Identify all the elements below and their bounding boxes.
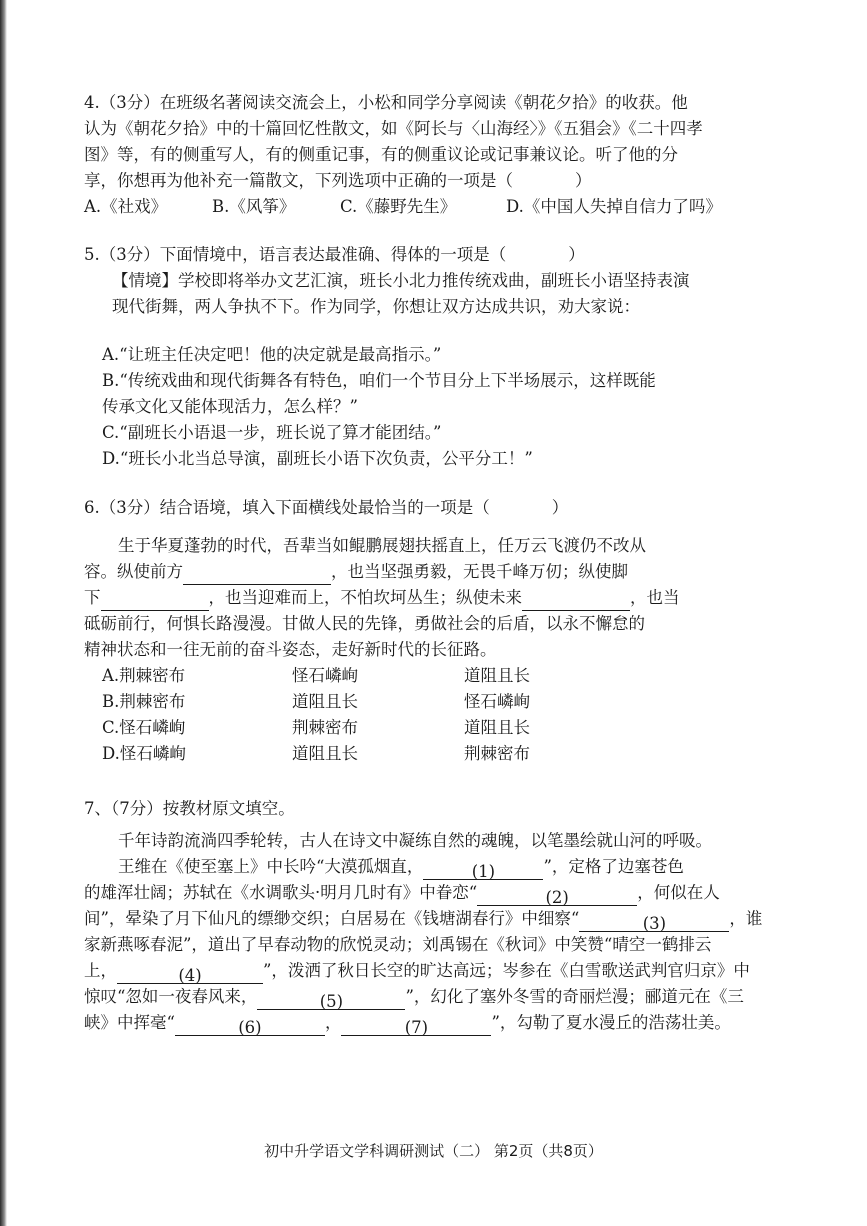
cell: C.怪石嶙峋 [102,718,186,737]
option-d: D.“班长小北当总导演，副班长小语下次负责，公平分工！” [102,449,533,468]
q7-line: 家新燕啄春泥”，道出了早春动物的欣悦灵动；刘禹锡在《秋词》中笑赞“晴空一鹤排云 [84,935,712,954]
text: ”，定格了边塞苍色 [543,857,684,876]
text: ”，勾勒了夏水漫丘的浩荡壮美。 [491,1013,731,1032]
text: ”，幻化了塞外冬雪的奇丽烂漫；郦道元在《三 [405,987,744,1006]
q4-line: 4.（3分）在班级名著阅读交流会上，小松和同学分享阅读《朝花夕拾》的收获。他 [84,93,688,112]
q7-line [84,984,784,1010]
option-b: B.“传统戏曲和现代街舞各有特色，咱们一个节目分上下半场展示，这样既能 [102,371,656,390]
q7-title: 7、（7分）按教材原文填空。 [84,799,295,818]
option-c: C.《藤野先生》 [340,197,457,216]
q5-context-line: 【情境】学校即将举办文艺汇演，班长小北力推传统戏曲，副班长小语坚持表演 [112,271,690,290]
text: 上， [84,961,117,980]
q6-prompt: 6.（3分）结合语境，填入下面横线处最恰当的一项是（ [84,498,490,517]
text: 下 [84,588,101,607]
q7-intro: 千年诗韵流淌四季轮转，古人在诗文中凝练自然的魂魄，以笔墨绘就山河的呼吸。 [118,831,712,850]
q4-prompt: 享，你想再为他补充一篇散文，下列选项中正确的一项是（ [84,171,513,190]
paren-close: ） [568,245,585,264]
text: ，谁 [729,909,763,928]
q7-line [84,854,784,880]
q4-line: 图》等，有的侧重写人，有的侧重记事，有的侧重议论或记事兼议论。听了他的分 [84,145,678,164]
cell: 道阻且长 [464,666,530,685]
question-4 [84,90,784,220]
q6-passage-line: 精神状态和一往无前的奋斗姿态，走好新时代的长征路。 [84,640,497,659]
cell: 荆棘密布 [292,718,358,737]
option-c: C.“副班长小语退一步，班长说了算才能团结。” [102,423,442,442]
q6-passage-line [84,559,784,585]
blank-1: (1) [423,859,543,880]
blank-line [522,590,630,611]
text: ，何似在人 [637,883,720,902]
q6-passage-line: 砥砺前行，何惧长路漫漫。甘做人民的先锋，勇做社会的后盾，以永不懈怠的 [84,614,645,633]
option-a: A.《社戏》 [84,197,168,216]
text: 王维在《使至塞上》中长吟“大漠孤烟直， [118,857,424,876]
page-footer: 初中升学语文学科调研测试（二） 第2页（共8页） [264,1142,603,1160]
cell: 道阻且长 [292,692,358,711]
q5-prompt: 5.（3分）下面情境中，语言表达最准确、得体的一项是（ [84,245,507,264]
text: ，也当 [630,588,680,607]
cell: 怪石嶙峋 [464,692,530,711]
text: ，也当坚强勇毅，无畏千峰万仞；纵使脚 [331,562,628,581]
blank-line [183,564,331,585]
text: 间”，晕染了月下仙凡的缥缈交织；白居易在《钱塘湖春行》中细察“ [84,909,580,928]
blank-line [101,590,209,611]
q6-passage-line [84,585,784,611]
option-a: A.“让班主任决定吧！他的决定就是最高指示。” [102,345,442,364]
q6-title [84,495,784,521]
cell: B.荆棘密布 [102,692,186,711]
q6-option-a [84,663,784,689]
q4-line [84,168,784,194]
text: ，也当迎难而上，不怕坎坷丛生；纵使未来 [208,588,522,607]
question-7 [84,796,784,1036]
q4-options [84,194,784,220]
question-6 [84,495,784,767]
scan-edge-shadow [0,0,7,1226]
blank-7: (7) [341,1015,491,1036]
cell: 荆棘密布 [464,744,530,763]
cell: 怪石嶙峋 [292,666,358,685]
option-d: D.《中国人失掉自信力了吗》 [506,197,722,216]
paren-close: ） [575,171,592,190]
blank-6: (6) [175,1015,325,1036]
q6-option-b [84,689,784,715]
text: ”，泼洒了秋日长空的旷达高远；岑参在《白雪歌送武判官归京》中 [263,961,750,980]
q5-context-line: 现代街舞，两人争执不下。作为同学，你想让双方达成共识，劝大家说： [112,297,640,316]
text: 容。纵使前方 [84,562,183,581]
q5-title [84,242,784,268]
blank-4: (4) [117,963,263,984]
cell: A.荆棘密布 [102,666,186,685]
paren-close: ） [551,498,569,517]
blank-2: (2) [477,885,637,906]
option-b-cont: 传承文化又能体现活力，怎么样？” [102,397,358,416]
q7-line [84,958,784,984]
option-b: B.《风筝》 [212,197,296,216]
text: 的雄浑壮阔；苏轼在《水调歌头·明月几时有》中眷恋“ [84,883,478,902]
blank-3: (3) [579,911,729,932]
blank-5: (5) [257,989,405,1010]
cell: D.怪石嶙峋 [102,744,186,763]
q7-line [84,1010,784,1036]
text: 峡》中挥毫“ [84,1013,175,1032]
q4-line: 认为《朝花夕拾》中的十篇回忆性散文，如《阿长与〈山海经〉》《五猖会》《二十四孝 [84,119,703,138]
text: ， [324,1013,342,1032]
question-5 [84,242,784,472]
q6-passage-line: 生于华夏蓬勃的时代，吾辈当如鲲鹏展翅扶摇直上，任万云飞渡仍不改从 [118,536,646,555]
q6-option-d [84,741,784,767]
cell: 道阻且长 [464,718,530,737]
cell: 道阻且长 [292,744,358,763]
q7-line [84,880,784,906]
q7-line [84,906,784,932]
text: 惊叹“忽如一夜春风来， [84,987,258,1006]
q6-option-c [84,715,784,741]
